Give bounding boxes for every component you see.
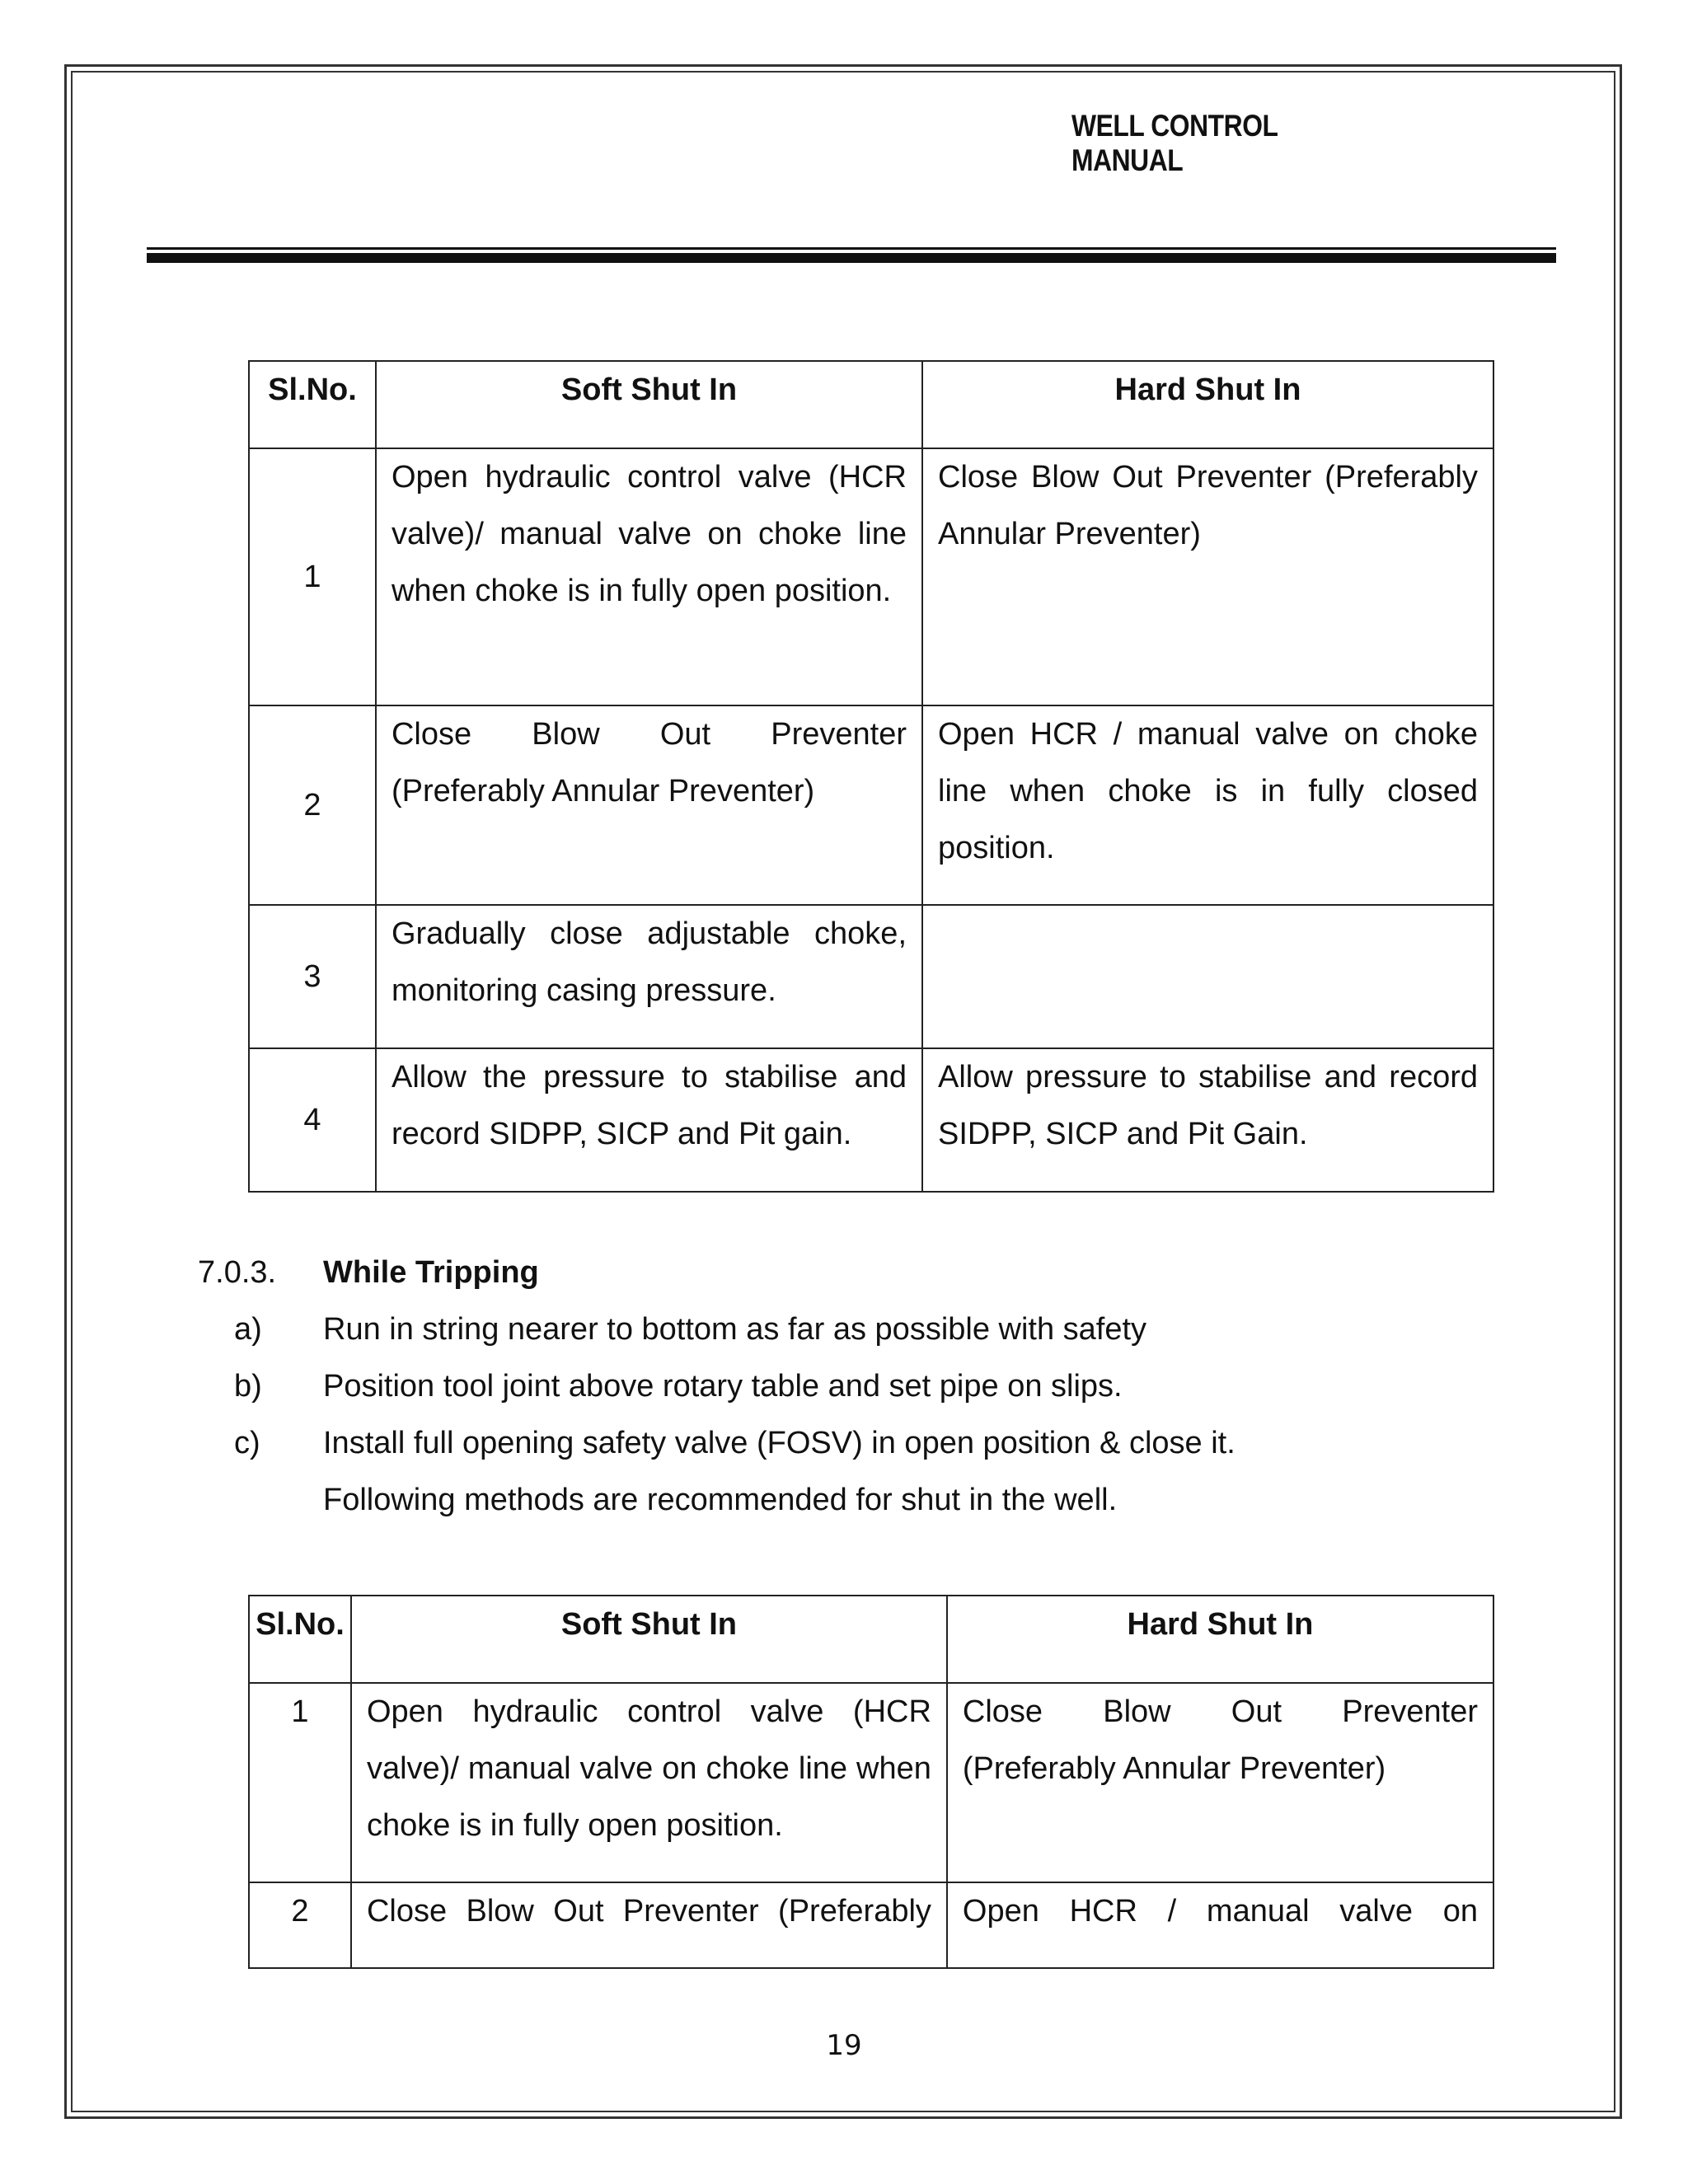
cell-slno: 1 [249,448,376,705]
column-header-slno: Sl.No. [249,1596,351,1683]
table-row [249,448,1493,705]
list-item [198,1415,1484,1529]
column-header-hard: Hard Shut In [947,1596,1493,1683]
cell-hard: Close Blow Out Preventer (Preferably Annular Preventer) [922,448,1493,705]
section-title: While Tripping [323,1255,539,1290]
header-rule-thin [147,247,1556,250]
list-item [198,1301,1484,1358]
tripping-steps-list [198,1301,1484,1529]
cell-hard: Open HCR / manual valve on choke line when choke is in fully closed position. [922,705,1493,905]
shut-in-table-drilling [248,360,1494,1193]
cell-hard [922,905,1493,1048]
cell-slno: 4 [249,1048,376,1192]
cell-hard: Open HCR / manual valve on [947,1882,1493,1968]
document-header-title: WELL CONTROL MANUAL [1071,109,1278,177]
cell-slno: 2 [249,1882,351,1968]
page-number: 19 [826,2029,862,2062]
cell-soft: Open hydraulic control valve (HCR valve)/ manual valve on choke line when choke is in fully open position. [376,448,922,705]
column-header-soft: Soft Shut In [351,1596,947,1683]
table-header-row [249,361,1493,448]
table-row [249,705,1493,905]
cell-soft: Close Blow Out Preventer (Preferably Annular Preventer) [376,705,922,905]
column-header-hard: Hard Shut In [922,361,1493,448]
table-row [249,1683,1493,1882]
header-rule-thick [147,253,1556,263]
cell-hard: Close Blow Out Preventer (Preferably Annular Preventer) [947,1683,1493,1882]
cell-slno: 2 [249,705,376,905]
cell-soft: Allow the pressure to stabilise and record SIDPP, SICP and Pit gain. [376,1048,922,1192]
list-item-label: c) [234,1426,260,1460]
column-header-slno: Sl.No. [249,361,376,448]
table-row [249,1882,1493,1968]
cell-slno: 1 [249,1683,351,1882]
shut-in-table-tripping [248,1595,1494,1969]
table-row [249,1048,1493,1192]
table-header-row [249,1596,1493,1683]
list-item-text: Position tool joint above rotary table and set pipe on slips. [323,1369,1123,1404]
list-item [198,1358,1484,1415]
table-row [249,905,1493,1048]
column-header-soft: Soft Shut In [376,361,922,448]
cell-soft: Close Blow Out Preventer (Preferably [351,1882,947,1968]
list-item-label: a) [234,1312,262,1347]
list-item-text: Install full opening safety valve (FOSV) in open position & close it. Following methods are recommended for shut in the well. [323,1426,1236,1517]
cell-soft: Gradually close adjustable choke, monitoring casing pressure. [376,905,922,1048]
cell-slno: 3 [249,905,376,1048]
cell-soft: Open hydraulic control valve (HCR valve)/ manual valve on choke line when choke is in fully open position. [351,1683,947,1882]
list-item-text: Run in string nearer to bottom as far as possible with safety [323,1312,1147,1347]
cell-hard: Allow pressure to stabilise and record SIDPP, SICP and Pit Gain. [922,1048,1493,1192]
list-item-label: b) [234,1369,262,1404]
section-number: 7.0.3. [198,1255,277,1290]
